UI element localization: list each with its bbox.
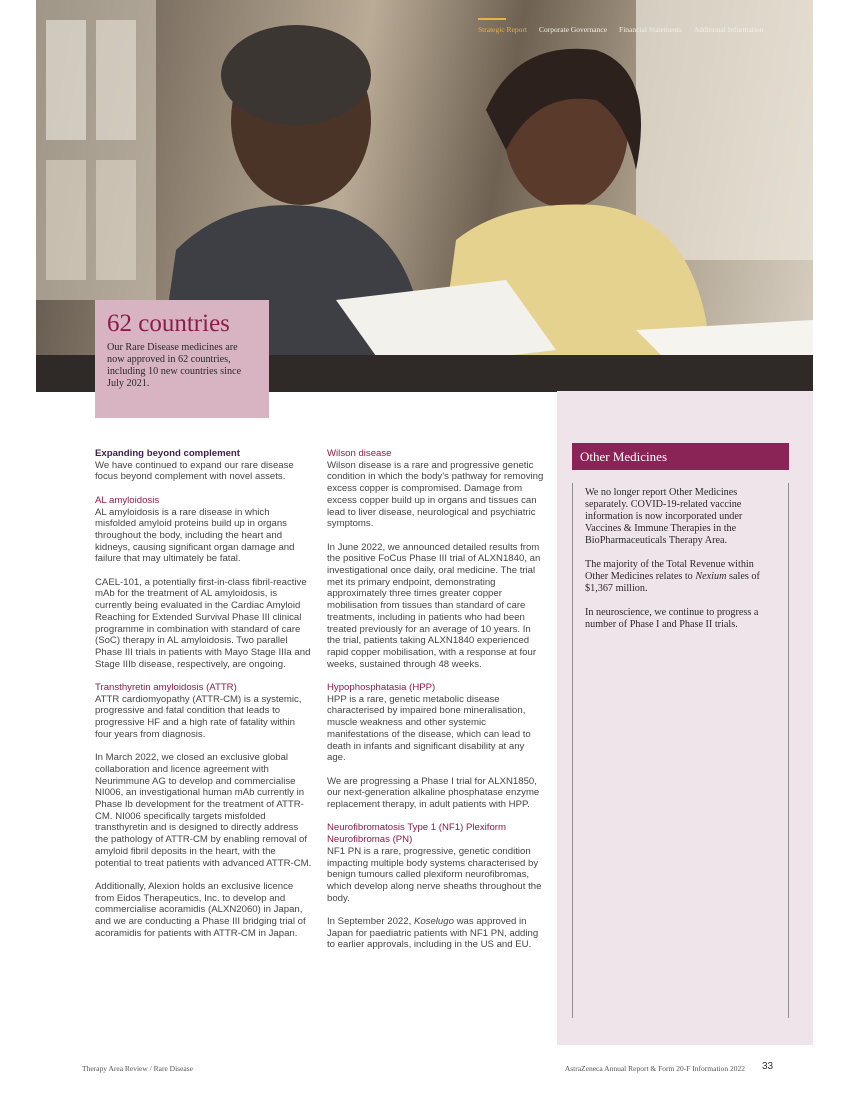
- section-heading-attr: Transthyretin amyloidosis (ATTR): [95, 682, 237, 694]
- paragraph: HPP is a rare, genetic metabolic disease characterised by impaired bone mineralisation, muscle weakness and other systemic manifestations of the disease, which can lead to death in infants and significant disability at any age.: [327, 693, 531, 764]
- left-column: [95, 448, 313, 951]
- section-heading-expanding: Expanding beyond complement: [95, 448, 240, 459]
- stat-callout: [95, 300, 269, 418]
- paragraph: We are progressing a Phase I trial for ALXN1850, our next-generation alkaline phosphatase enzyme replacement therapy, in adult patients with HPP.: [327, 775, 540, 811]
- product-name: Nexium: [695, 571, 727, 582]
- nav-financial-statements[interactable]: Financial Statements: [619, 25, 682, 34]
- sidebar-other-medicines: [557, 391, 813, 1045]
- text-run: The majority of the Total Revenue within Other Medicines relates to: [585, 559, 754, 582]
- paragraph: [327, 916, 545, 951]
- sidebar-paragraph: We no longer report Other Medicines separately. COVID-19-related vaccine information is now incorporated under Vaccines & Immune Therapies in the BioPharmaceuticals Therapy Area.: [585, 487, 743, 546]
- top-navigation: [478, 25, 764, 34]
- sidebar-paragraph: In neuroscience, we continue to progress a number of Phase I and Phase II trials.: [585, 607, 759, 630]
- section-heading-hpp: Hypophosphatasia (HPP): [327, 682, 436, 694]
- section-heading-wilson: Wilson disease: [327, 448, 392, 459]
- nav-corporate-governance[interactable]: Corporate Governance: [538, 25, 608, 34]
- footer-breadcrumb: Therapy Area Review / Rare Disease: [82, 1064, 193, 1073]
- middle-column: [327, 448, 545, 963]
- footer-report-title: AstraZeneca Annual Report & Form 20-F Information 2022: [564, 1064, 745, 1073]
- sidebar-paragraph: [585, 559, 765, 595]
- paragraph: In March 2022, we closed an exclusive global collaboration and licence agreement with Neurimmune AG to develop and commercialise NI006, an investigational human mAb currently in Phase Ib development for the treatment of ATTR-CM. NI006 specifically targets misfolded transthyretin and is designed to directly address the pathology of ATTR-CM by enabling removal of amyloid fibril deposits in the heart, with the potential to treat patients with advanced ATTR-CM.: [95, 752, 312, 869]
- page-number: 33: [762, 1061, 774, 1072]
- paragraph: We have continued to expand our rare disease focus beyond complement with novel assets.: [95, 459, 294, 483]
- section-heading-al-amyloidosis: AL amyloidosis: [95, 494, 160, 506]
- product-name: Koselugo: [413, 916, 454, 928]
- text-run: sales of $1,367 million.: [585, 571, 760, 594]
- paragraph: AL amyloidosis is a rare disease in which misfolded amyloid proteins build up in organs throughout the body, including the heart and kidneys, causing significant organ damage and failure that may ultimately be fatal.: [95, 506, 295, 565]
- section-heading-nf1-pn: Neurofibromatosis Type 1 (NF1) Plexiform Neurofibromas (PN): [327, 822, 506, 846]
- nav-strategic-report[interactable]: Strategic Report: [478, 25, 527, 34]
- paragraph: NF1 PN is a rare, progressive, genetic condition impacting multiple body systems characterised by benign tumours called plexiform neurofibromas, which develop along nerve sheaths throughout the body.: [327, 845, 542, 904]
- stat-title: 62 countries: [107, 310, 230, 337]
- sidebar-body: [585, 487, 765, 643]
- text-run: was approved in Japan for paediatric patients with NF1 PN, adding to earlier approvals, including in the US and EU.: [327, 916, 539, 951]
- paragraph: CAEL-101, a potentially first-in-class fibril-reactive mAb for the treatment of AL amyloidosis, is currently being evaluated in the Cardiac Amyloid Reaching for Extended Survival Phase III clinical programme in combination with standard of care (SoC) therapy in AL amyloidosis. Two parallel Phase III trials in patients with Mayo Stage IIIa and Stage IIIb disease, respectively, are ongoing.: [95, 576, 311, 670]
- nav-additional-information[interactable]: Additional Information: [693, 25, 764, 34]
- paragraph: Wilson disease is a rare and progressive genetic condition in which the body’s pathway for removing excess copper is compromised. Damage from excess copper build up in organs and tissues can lead to liver disease, neurological and psychiatric symptoms.: [327, 459, 544, 530]
- paragraph: ATTR cardiomyopathy (ATTR-CM) is a systemic, progressive and fatal condition that leads to progressive HF and a high rate of fatality within four years from diagnosis.: [95, 693, 302, 740]
- paragraph: Additionally, Alexion holds an exclusive licence from Eidos Therapeutics, Inc. to develop and commercialise acoramidis (ALXN2060) in Japan, and we are conducting a Phase III bridging trial of acoramidis for patients with ATTR-CM in Japan.: [95, 880, 306, 939]
- sidebar-rule-left: [572, 483, 573, 1018]
- sidebar-title: Other Medicines: [572, 443, 789, 470]
- paragraph: In June 2022, we announced detailed results from the positive FoCus Phase III trial of ALXN1840, an investigational once daily, oral medicine. The trial met its primary endpoint, demonstrating approximately three times greater copper mobilisation from tissues than standard of care treatments, including in patients who had been treated previously for an average of 10 years. In the trial, patients taking ALXN1840 experienced rapid copper mobilisation, with a response at four weeks, sustained through 48 weeks.: [327, 541, 541, 670]
- stat-text: Our Rare Disease medicines are now approved in 62 countries, including 10 new countries since July 2021.: [107, 342, 242, 389]
- sidebar-rule-right: [788, 483, 789, 1018]
- text-run: In September 2022,: [327, 916, 414, 928]
